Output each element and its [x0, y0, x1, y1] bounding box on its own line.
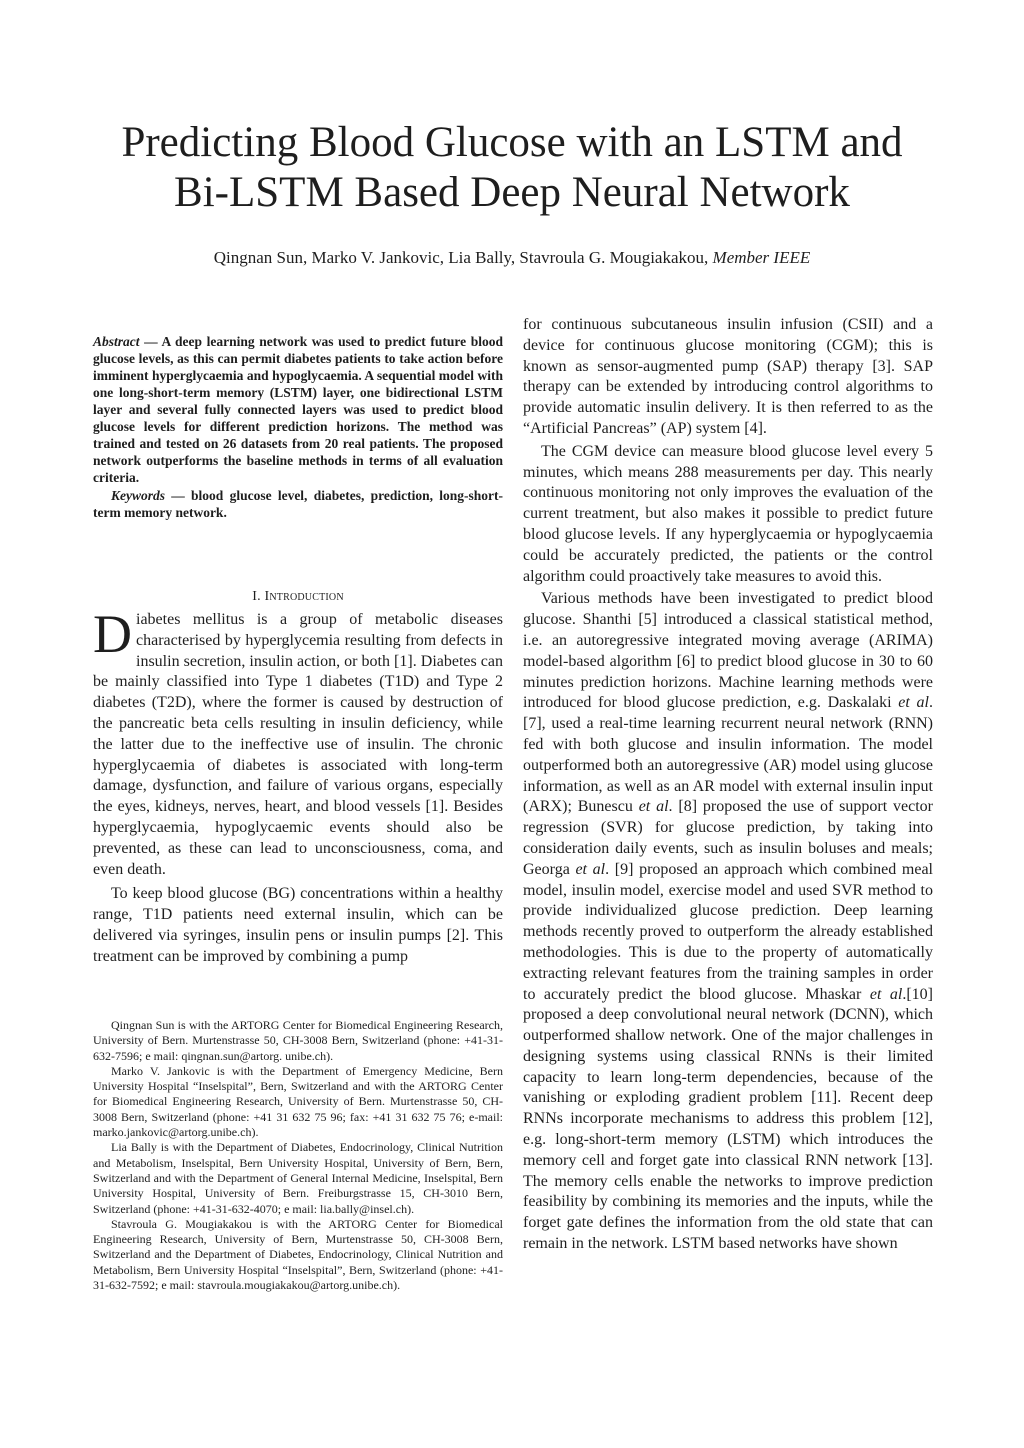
intro-paragraph-1 [93, 604, 503, 880]
footnote-mougiakakou: Stavroula G. Mougiakakou is with the ARTORG Center for Biomedical Engineering Research, University of Bern, Murtenstrasse 50, CH-3008 Bern, Switzerland and the Department of Diabetes, Endocrinology, Clinical Nutrition and Metabolism, Bern University Hospital “Inselspital”, Bern, Switzerland (phone: +41-31-632-7592; e mail: stavroula.mougiakakou@artorg.unibe.ch). [93, 1216, 503, 1293]
et-al-1: et al [898, 694, 929, 712]
intro-paragraph-2: To keep blood glucose (BG) concentrations within a healthy range, T1D patients need external insulin, which can be delivered via syringes, insulin pens or insulin pumps [2]. This treatment can be improved by combining a pump [93, 885, 503, 965]
section-title: Introduction [264, 589, 344, 604]
abstract [93, 333, 503, 521]
right-p3-part-c: . [8] proposed the use of support vector regression (SVR) for glucose prediction, by taking into consideration daily events, such as insulin boluses and meals; Georga [523, 798, 933, 878]
abstract-paragraph [93, 333, 503, 486]
right-column-body [523, 315, 933, 1255]
et-al-3: et al [575, 860, 606, 878]
right-p3-part-d: . [9] proposed an approach which combined meal model, insulin model, exercise model and used SVR method to provide individualized glucose prediction. Deep learning methods recently proved to outperform the already established methodologies. This is due to the property of automatically extracting relevant features from the training samples in order to accurately predict the blood glucose. Mhaskar [523, 860, 934, 1003]
right-p3-part-b: . [7], used a real-time learning recurrent neural network (RNN) fed with both glucose and insulin information. The model outperformed both an autoregressive (AR) model using glucose information, as well as an AR model with external insulin input (ARX); Bunescu [523, 694, 933, 816]
section-heading [93, 588, 503, 606]
introduction-body [93, 604, 503, 968]
keywords-paragraph [93, 487, 503, 521]
et-al-4: et al [869, 985, 903, 1003]
author-membership: Member IEEE [712, 248, 811, 267]
author-list [0, 247, 1024, 269]
right-p3-part-a: Various methods have been investigated to predict blood glucose. Shanthi [5] introduced a classical statistical method, i.e. an autoregressive integrated moving average (ARIMA) model-based algorithm [6] to predict blood glucose in 30 to 60 minutes prediction horizons. Machine learning methods were introduced for blood glucose prediction, e.g. Daskalaki [523, 590, 933, 712]
drop-cap: D [93, 604, 132, 664]
right-paragraph-2: The CGM device can measure blood glucose level every 5 minutes, which means 288 measurements per day. This nearly continuous monitoring not only improves the evaluation of the current treatment, but also makes it possible to predict future blood glucose levels. If any hyperglycaemia or hypoglycaemia could be accurately predicted, the patients or the control algorithm could proactively take measures to avoid this. [523, 442, 933, 585]
title-line-1: Predicting Blood Glucose with an LSTM and [121, 119, 903, 166]
right-p3-part-e: .[10] proposed a deep convolutional neural network (DCNN), which outperformed shallow network. One of the major challenges in designing systems using classical RNNs is their limited capacity to learn long-term dependencies, because of the vanishing or exploding gradient problem [11]. Recent deep RNNs incorporate mechanisms to address this problem [12], e.g. long-short-term memory (LSTM) which introduces the memory cell and forget gate into classical RNN network [13]. The memory cells enable the networks to improve prediction feasibility by combining its memories and the inputs, while the forget gate defines the information from the old state that can remain in the network. LSTM based networks have shown [523, 985, 933, 1253]
author-footnotes [93, 1018, 503, 1293]
keywords-label: Keywords [111, 488, 165, 503]
abstract-text: A deep learning network was used to predict future blood glucose levels, as this can permit diabetes patients to take action before imminent hyperglycaemia and hypoglycaemia. A sequential model with one long-short-term memory (LSTM) layer, one bidirectional LSTM layer and several fully connected layers was used to predict blood glucose levels for different prediction horizons. The method was trained and tested on 26 datasets from 20 real patients. The proposed network outperforms the baseline methods in terms of all evaluation criteria. [93, 334, 503, 485]
paper-title [0, 118, 1024, 218]
right-paragraph-3 [523, 589, 933, 1255]
footnote-jankovic: Marko V. Jankovic is with the Department of Emergency Medicine, Bern University Hospital “Inselspital”, Bern, Switzerland and with the ARTORG Center for Biomedical Engineering Research, University of Bern. Murtenstrasse 50, CH-3008 Bern, Switzerland (phone: +41 31 632 75 96; fax: +41 31 632 75 76; e-mail: marko.jankovic@artorg.unibe.ch). [93, 1063, 503, 1140]
section-number: I. [252, 589, 261, 604]
author-names: Qingnan Sun, Marko V. Jankovic, Lia Bally, Stavroula G. Mougiakakou, [213, 248, 709, 267]
right-paragraph-1: for continuous subcutaneous insulin infusion (CSII) and a device for continuous glucose monitoring (CGM); this is known as sensor-augmented pump (SAP) therapy [3]. SAP therapy can be extended by introducing control algorithms to provide automatic insulin delivery. It is then referred to as the “Artificial Pancreas” (AP) system [4]. [523, 316, 933, 437]
footnote-bally: Lia Bally is with the Department of Diabetes, Endocrinology, Clinical Nutrition and Metabolism, Inselspital, Bern University Hospital, University of Bern, Bern, Switzerland and with the Department of General Internal Medicine, Inselspital, Bern University Hospital, University of Bern. Freiburgstrasse 15, CH-3010 Bern, Switzerland (phone: +41-31-632-4070; e mail: lia.bally@insel.ch). [93, 1140, 503, 1216]
footnote-sun: Qingnan Sun is with the ARTORG Center for Biomedical Engineering Research, University of Bern. Murtenstrasse 50, CH-3008 Bern, Switzerland (phone: +41-31-632-7596; e mail: qingnan.sun@artorg. unibe.ch). [93, 1018, 503, 1063]
keywords-dash: — [165, 488, 192, 503]
title-line-2: Bi-LSTM Based Deep Neural Network [174, 169, 850, 216]
keywords-text: blood glucose level, diabetes, prediction, long-short-term memory network. [93, 488, 503, 520]
abstract-label: Abstract [93, 334, 140, 349]
et-al-2: et al [638, 798, 669, 816]
intro-p1-text: iabetes mellitus is a group of metabolic diseases characterised by hyperglycemia resulting from defects in insulin secretion, insulin action, or both [1]. Diabetes can be mainly classified into Type 1 diabetes (T1D) and Type 2 diabetes (T2D), where the former is caused by destruction of the pancreatic beta cells resulting in insulin deficiency, while the latter due to the ineffective use of insulin. The chronic hyperglycaemia of diabetes is associated with long-term damage, dysfunction, and failure of various organs, especially the eyes, kidneys, nerves, heart, and blood vessels [1]. Besides hyperglycaemia, hypoglycaemic events should also be prevented, as these can lead to unconsciousness, coma, and even death. [93, 611, 503, 878]
abstract-dash: — [139, 334, 162, 349]
